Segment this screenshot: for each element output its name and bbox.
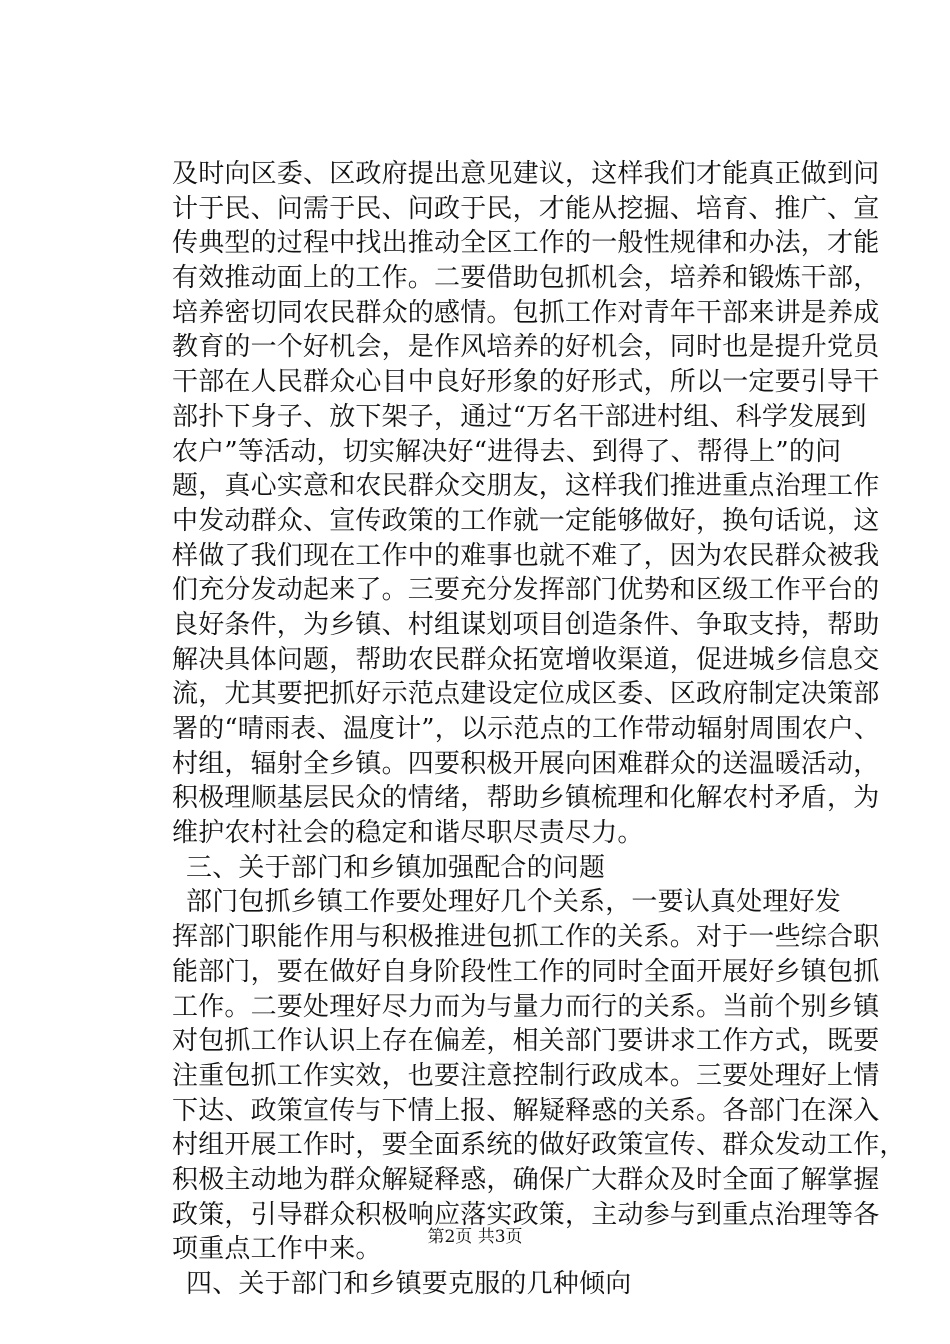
body-line: 传典型的过程中找出推动全区工作的一般性规律和办法，才能 xyxy=(172,228,880,259)
body-line: 下达、政策宣传与下情上报、解疑释惑的关系。各部门在深入 xyxy=(172,1095,880,1126)
body-line: 村组，辐射全乡镇。四要积极开展向困难群众的送温暖活动， xyxy=(172,748,880,779)
body-line: 维护农村社会的稳定和谐尽职尽责尽力。 xyxy=(172,818,644,849)
body-line: 农户”等活动，切实解决好“进得去、到得了、帮得上”的问 xyxy=(172,436,842,467)
body-line: 工作。二要处理好尽力而为与量力而行的关系。当前个别乡镇 xyxy=(172,991,880,1022)
body-line: 注重包抓工作实效，也要注意控制行政成本。三要处理好上情 xyxy=(172,1060,880,1091)
body-line: 解决具体问题，帮助农民群众拓宽增收渠道，促进城乡信息交 xyxy=(172,644,880,675)
body-line: 项重点工作中来。 xyxy=(172,1234,382,1265)
body-line: 培养密切同农民群众的感情。包抓工作对青年干部来讲是养成 xyxy=(172,297,880,328)
section-heading: 三、关于部门和乡镇加强配合的问题 xyxy=(186,852,606,883)
body-line: 有效推动面上的工作。二要借助包抓机会，培养和锻炼干部， xyxy=(172,263,880,294)
body-line: 及时向区委、区政府提出意见建议，这样我们才能真正做到问 xyxy=(172,159,880,189)
paragraph-first-line: 部门包抓乡镇工作要处理好几个关系，一要认真处理好发 xyxy=(186,887,842,918)
body-line: 中发动群众、宣传政策的工作就一定能够做好，换句话说，这 xyxy=(172,505,880,536)
body-line: 积极主动地为群众解疑释惑，确保广大群众及时全面了解掌握 xyxy=(172,1164,880,1195)
body-line: 部扑下身子、放下架子，通过“万名干部进村组、科学发展到 xyxy=(172,401,867,432)
section-heading: 四、关于部门和乡镇要克服的几种倾向 xyxy=(186,1269,632,1299)
body-line: 能部门，要在做好自身阶段性工作的同时全面开展好乡镇包抓 xyxy=(172,956,880,987)
body-line: 良好条件，为乡镇、村组谋划项目创造条件、争取支持，帮助 xyxy=(172,609,880,640)
page-number-footer: 第2页 共3页 xyxy=(427,1227,523,1247)
document-body xyxy=(172,157,906,1302)
body-line: 署的“晴雨表、温度计”，以示范点的工作带动辐射周围农户、 xyxy=(172,714,881,744)
body-line: 挥部门职能作用与积极推进包抓工作的关系。对于一些综合职 xyxy=(172,922,880,953)
body-line: 政策，引导群众积极响应落实政策，主动参与到重点治理等各 xyxy=(172,1199,880,1230)
body-line: 教育的一个好机会，是作风培养的好机会，同时也是提升党员 xyxy=(172,332,880,363)
body-line: 积极理顺基层民众的情绪，帮助乡镇梳理和化解农村矛盾，为 xyxy=(172,783,880,814)
body-line: 题，真心实意和农民群众交朋友，这样我们推进重点治理工作 xyxy=(172,471,880,502)
body-line: 对包抓工作认识上存在偏差，相关部门要讲求工作方式，既要 xyxy=(172,1026,880,1057)
body-line: 流，尤其要把抓好示范点建设定位成区委、区政府制定决策部 xyxy=(172,679,880,710)
body-line: 干部在人民群众心目中良好形象的好形式，所以一定要引导干 xyxy=(172,367,880,398)
body-line: 村组开展工作时，要全面系统的做好政策宣传、群众发动工作， xyxy=(172,1130,906,1161)
body-line: 样做了我们现在工作中的难事也就不难了，因为农民群众被我 xyxy=(172,540,880,571)
body-line: 们充分发动起来了。三要充分发挥部门优势和区级工作平台的 xyxy=(172,575,880,606)
body-line: 计于民、问需于民、问政于民，才能从挖掘、培育、推广、宣 xyxy=(172,193,880,224)
